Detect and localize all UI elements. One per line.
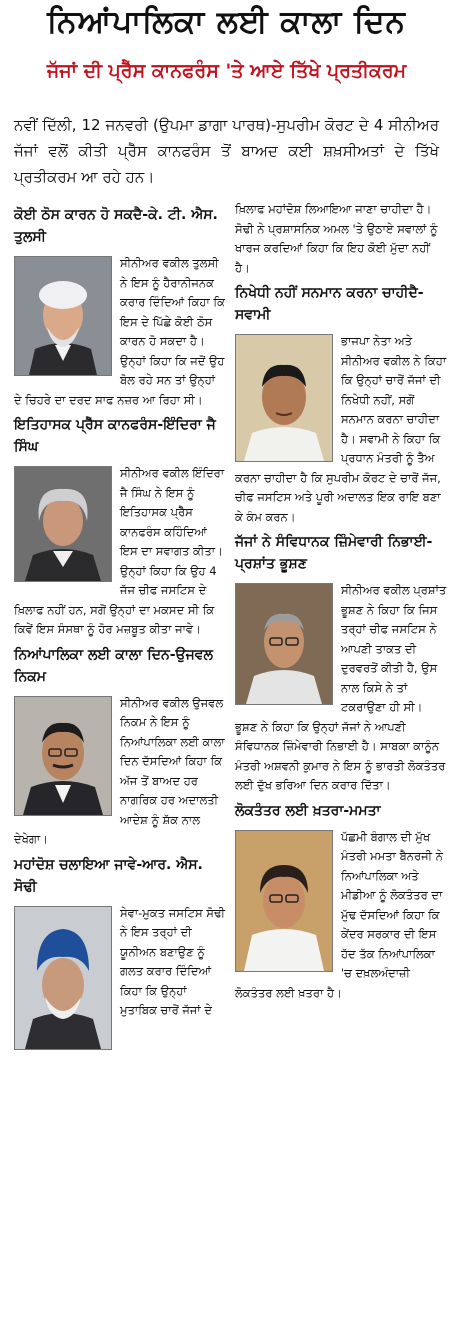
nikam-photo [14, 696, 112, 816]
section-body: ਸੀਨੀਅਰ ਵਕੀਲ ਇੰਦਿਰਾ ਜੈ ਸਿੰਘ ਨੇ ਇਸ ਨੂੰ ਇਤਿਹਾਸਕ ਪ੍ਰੈੱਸ ਕਾਨਫਰੰਸ ਕਹਿੰਦਿਆਂ ਇਸ ਦਾ ਸਵਾਗਤ ਕੀਤਾ। ਉਨ੍ਹਾਂ ਕਿਹਾ ਕਿ ਉਹ 4 ਜੱਜ ਚੀਫ ਜਸਟਿਸ ਦੇ ਖ਼ਿਲਾਫ ਨਹੀਂ ਹਨ, ਸਗੋਂ ਉਨ੍ਹਾਂ ਦਾ ਮਕਸਦ ਸੀ ਕਿ ਕਿਵੇਂ ਇਸ ਸੰਸਥਾ ਨੂੰ ਹੋਰ ਮਜ਼ਬੂਤ ਕੀਤਾ ਜਾਵੇ। [14, 466, 225, 636]
section-mamata [235, 800, 447, 1004]
subheadline: ਜੱਜਾਂ ਦੀ ਪ੍ਰੈੱਸ ਕਾਨਫਰੰਸ 'ਤੇ ਆਏ ਤਿੱਖੇ ਪ੍ਰਤੀਕਰਮ [46, 60, 407, 82]
intro-paragraph: ਨਵੀਂ ਦਿੱਲੀ, 12 ਜਨਵਰੀ (ਉਪਮਾ ਡਾਗਾ ਪਾਰਥ)-ਸੁਪਰੀਮ ਕੋਰਟ ਦੇ 4 ਸੀਨੀਅਰ ਜੱਜਾਂ ਵਲੋਂ ਕੀਤੀ ਪ੍ਰੈੱਸ ਕਾਨਫਰੰਸ ਤੋਂ ਬਾਅਦ ਕਈ ਸ਼ਖ਼ਸੀਅਤਾਂ ਦੇ ਤਿੱਖੇ ਪ੍ਰਤੀਕਰਮ ਆ ਰਹੇ ਹਨ। [14, 116, 439, 186]
left-column [14, 200, 226, 1054]
bhushan-photo [235, 583, 333, 705]
headline: ਨਿਆਂਪਾਲਿਕਾ ਲਈ ਕਾਲਾ ਦਿਨ [47, 4, 406, 40]
section-swamy [235, 282, 447, 527]
section-heading: ਜੱਜਾਂ ਨੇ ਸੰਵਿਧਾਨਕ ਜ਼ਿੰਮੇਵਾਰੀ ਨਿਭਾਈ-ਪ੍ਰਸ਼ਾਂਤ ਭੂਸ਼ਣ [235, 534, 433, 572]
section-body: ਭਾਜਪਾ ਨੇਤਾ ਅਤੇ ਸੀਨੀਅਰ ਵਕੀਲ ਨੇ ਕਿਹਾ ਕਿ ਉਨ੍ਹਾਂ ਚਾਰੋਂ ਜੱਜਾਂ ਦੀ ਨਿਖੇਧੀ ਨਹੀਂ, ਸਗੋਂ ਸਨਮਾਨ ਕਰਨਾ ਚਾਹੀਦਾ ਹੈ। ਸਵਾਮੀ ਨੇ ਕਿਹਾ ਕਿ ਪ੍ਰਧਾਨ ਮੰਤਰੀ ਨੂੰ ਤੈਅ ਕਰਨਾ ਚਾਹੀਦਾ ਹੈ ਕਿ ਸੁਪਰੀਮ ਕੋਰਟ ਦੇ ਚਾਰੋਂ ਜੱਜ, ਚੀਫ ਜਸਟਿਸ ਅਤੇ ਪੂਰੀ ਅਦਾਲਤ ਇਕ ਰਾਇ ਬਣਾ ਕੇ ਕੰਮ ਕਰਨ। [235, 334, 447, 524]
section-heading: ਨਿਖੇਧੀ ਨਹੀਂ ਸਨਮਾਨ ਕਰਨਾ ਚਾਹੀਦੈ-ਸਵਾਮੀ [235, 285, 424, 323]
swamy-photo [235, 334, 333, 462]
section-body: ਸੀਨੀਅਰ ਵਕੀਲ ਪ੍ਰਸ਼ਾਂਤ ਭੂਸ਼ਣ ਨੇ ਕਿਹਾ ਕਿ ਜਿਸ ਤਰ੍ਹਾਂ ਚੀਫ ਜਸਟਿਸ ਨੇ ਆਪਣੀ ਤਾਕਤ ਦੀ ਦੁਰਵਰਤੋਂ ਕੀਤੀ ਹੈ, ਉਸ ਨਾਲ ਕਿਸੇ ਨੇ ਤਾਂ ਟਕਰਾਉਣਾ ਹੀ ਸੀ। ਭੂਸ਼ਣ ਨੇ ਕਿਹਾ ਕਿ ਉਨ੍ਹਾਂ ਜੱਜਾਂ ਨੇ ਆਪਣੀ ਸੰਵਿਧਾਨਕ ਜ਼ਿੰਮੇਵਾਰੀ ਨਿਭਾਈ ਹੈ। ਸਾਬਕਾ ਕਾਨੂੰਨ ਮੰਤਰੀ ਅਸ਼ਵਨੀ ਕੁਮਾਰ ਨੇ ਇਸ ਨੂੰ ਭਾਰਤੀ ਲੋਕਤੰਤਰ ਲਈ ਦੁੱਖ ਭਰਿਆ ਦਿਨ ਕਰਾਰ ਦਿੱਤਾ। [235, 583, 447, 792]
section-tulsi [14, 204, 226, 410]
section-heading: ਇਤਿਹਾਸਕ ਪ੍ਰੈੱਸ ਕਾਨਫਰੰਸ-ਇੰਦਿਰਾ ਜੈ ਸਿੰਘ [14, 417, 216, 455]
section-heading: ਮਹਾਂਦੋਸ਼ ਚਲਾਇਆ ਜਾਵੇ-ਆਰ. ਐਸ. ਸੋਢੀ [14, 856, 203, 895]
section-nikam [14, 644, 226, 850]
right-column [235, 200, 447, 1003]
section-body: ਖ਼ਿਲਾਫ ਮਹਾਂਦੋਸ਼ ਲਿਆਇਆ ਜਾਣਾ ਚਾਹੀਦਾ ਹੈ। ਸੋਢੀ ਨੇ ਪ੍ਰਸ਼ਾਸਨਿਕ ਅਮਲ 'ਤੇ ਉਠਾਏ ਸਵਾਲਾਂ ਨੂੰ ਖਾਰਜ ਕਰਦਿਆਂ ਕਿਹਾ ਕਿ ਇਹ ਕੋਈ ਮੁੱਦਾ ਨਹੀਂ ਹੈ। [235, 202, 438, 275]
section-sodhi [14, 854, 226, 1054]
mamata-photo [235, 830, 333, 972]
section-bhushan [235, 531, 447, 796]
sodhi-photo [14, 906, 112, 1050]
section-body: ਸੇਵਾ-ਮੁਕਤ ਜਸਟਿਸ ਸੋਢੀ ਨੇ ਇਸ ਤਰ੍ਹਾਂ ਦੀ ਯੂਨੀਅਨ ਬਣਾਉਣ ਨੂੰ ਗਲਤ ਕਰਾਰ ਦਿੰਦਿਆਂ ਕਿਹਾ ਕਿ ਉਨ੍ਹਾਂ ਮੁਤਾਬਿਕ ਚਾਰੋਂ ਜੱਜਾਂ ਦੇ [120, 905, 225, 1017]
indira-photo [14, 466, 112, 582]
section-heading: ਲੋਕਤੰਤਰ ਲਈ ਖ਼ਤਰਾ-ਮਮਤਾ [235, 802, 381, 819]
section-indira [14, 414, 226, 640]
tulsi-photo [14, 256, 112, 376]
section-body: ਸੀਨੀਅਰ ਵਕੀਲ ਉਜਵਲ ਨਿਕਮ ਨੇ ਇਸ ਨੂੰ ਨਿਆਂਪਾਲਿਕਾ ਲਈ ਕਾਲਾ ਦਿਨ ਦੱਸਦਿਆਂ ਕਿਹਾ ਕਿ ਅੱਜ ਤੋਂ ਬਾਅਦ ਹਰ ਨਾਗਰਿਕ ਹਰ ਅਦਾਲਤੀ ਆਦੇਸ਼ ਨੂੰ ਸ਼ੱਕ ਨਾਲ ਦੇਖੇਗਾ। [14, 695, 225, 846]
section-heading: ਨਿਆਂਪਾਲਿਕਾ ਲਈ ਕਾਲਾ ਦਿਨ-ਉਜਵਲ ਨਿਕਮ [14, 646, 214, 685]
section-body: ਸੀਨੀਅਰ ਵਕੀਲ ਤੁਲਸੀ ਨੇ ਇਸ ਨੂੰ ਹੈਰਾਨੀਜਨਕ ਕਰਾਰ ਦਿੰਦਿਆਂ ਕਿਹਾ ਕਿ ਇਸ ਦੇ ਪਿੱਛੇ ਕੋਈ ਠੋਸ ਕਾਰਨ ਹੋ ਸਕਦਾ ਹੈ। ਉਨ੍ਹਾਂ ਕਿਹਾ ਕਿ ਜਦੋਂ ਉਹ ਬੋਲ ਰਹੇ ਸਨ ਤਾਂ ਉਨ੍ਹਾਂ ਦੇ ਚਿਹਰੇ ਦਾ ਦਰਦ ਸਾਫ ਨਜ਼ਰ ਆ ਰਿਹਾ ਸੀ। [14, 256, 225, 407]
section-body: ਪੱਛਮੀ ਬੰਗਾਲ ਦੀ ਮੁੱਖ ਮੰਤਰੀ ਮਮਤਾ ਬੈਨਰਜੀ ਨੇ ਨਿਆਂਪਾਲਿਕਾ ਅਤੇ ਮੀਡੀਆ ਨੂੰ ਲੋਕਤੰਤਰ ਦਾ ਮੁੱਢ ਦੱਸਦਿਆਂ ਕਿਹਾ ਕਿ ਕੇਂਦਰ ਸਰਕਾਰ ਦੀ ਇਸ ਹੱਦ ਤੱਕ ਨਿਆਂਪਾਲਿਕਾ 'ਚ ਦਖ਼ਲਅੰਦਾਜ਼ੀ ਲੋਕਤੰਤਰ ਲਈ ਖ਼ਤਰਾ ਹੈ। [235, 829, 443, 1000]
section-heading: ਕੋਈ ਠੋਸ ਕਾਰਨ ਹੋ ਸਕਦੈ-ਕੇ. ਟੀ. ਐਸ. ਤੁਲਸੀ [14, 207, 218, 245]
section-sodhi-continued [235, 200, 447, 278]
